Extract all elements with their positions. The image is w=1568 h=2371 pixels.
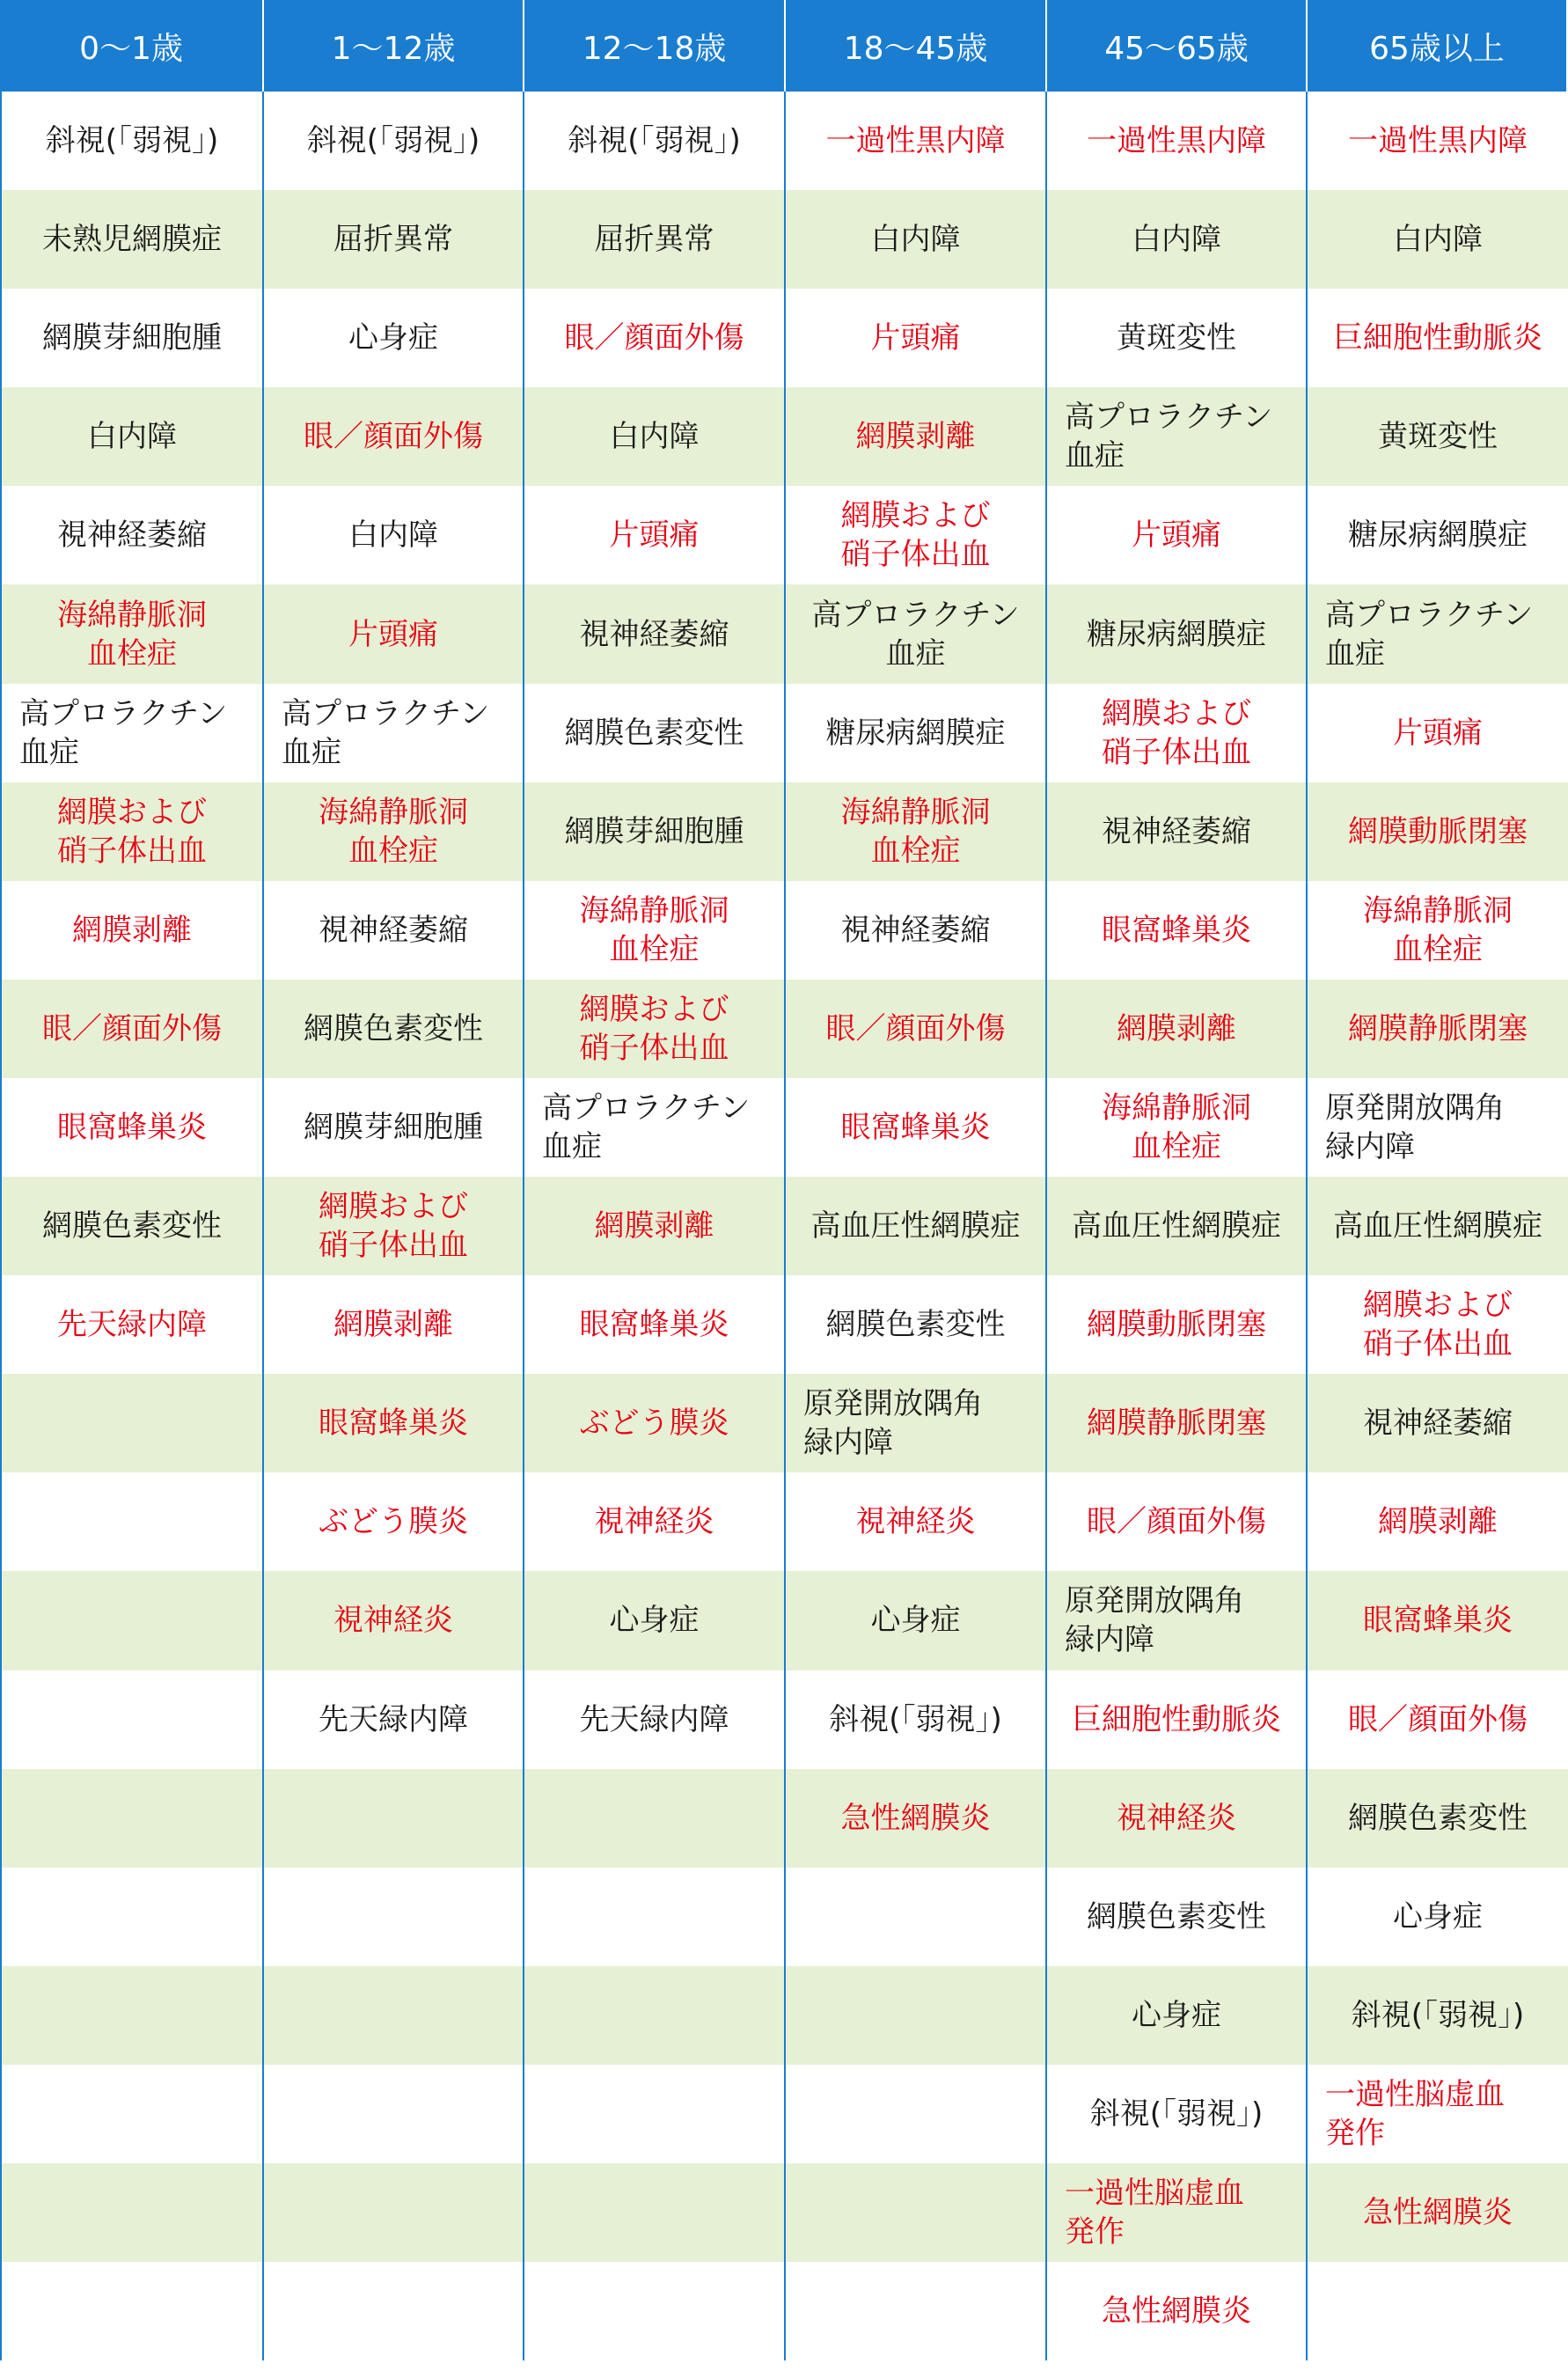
table-cell: 網膜色素変性 xyxy=(1308,1769,1568,1868)
table-cell: 原発開放隅角 緑内障 xyxy=(1308,1078,1568,1177)
table-cell: 高プロラクチン 血症 xyxy=(786,584,1047,683)
table-cell: 片頭痛 xyxy=(524,486,786,584)
table-cell: 斜視(「弱視」) xyxy=(786,1670,1047,1769)
table-cell: 一過性黒内障 xyxy=(786,92,1047,190)
table-cell: 海綿静脈洞 血栓症 xyxy=(264,782,524,881)
table-cell: 海綿静脈洞 血栓症 xyxy=(1308,881,1568,980)
table-cell xyxy=(524,2262,786,2360)
table-cell xyxy=(1308,2262,1568,2360)
table-cell: 網膜動脈閉塞 xyxy=(1308,782,1568,881)
table-cell: 斜視(「弱視」) xyxy=(0,92,264,190)
table-cell: 海綿静脈洞 血栓症 xyxy=(1047,1078,1308,1177)
table-cell: 糖尿病網膜症 xyxy=(1047,584,1308,683)
table-cell: 眼／顔面外傷 xyxy=(1047,1472,1308,1571)
table-cell: 片頭痛 xyxy=(1047,486,1308,584)
table-cell xyxy=(786,1868,1047,1966)
table-cell: 巨細胞性動脈炎 xyxy=(1047,1670,1308,1769)
table-cell xyxy=(524,1769,786,1868)
table-cell: 網膜色素変性 xyxy=(264,980,524,1078)
table-cell: 高プロラクチン 血症 xyxy=(264,684,524,782)
table-cell: 未熟児網膜症 xyxy=(0,190,264,289)
table-cell xyxy=(786,2065,1047,2163)
table-cell: 眼窩蜂巣炎 xyxy=(524,1275,786,1374)
table-cell xyxy=(264,1769,524,1868)
table-cell: 屈折異常 xyxy=(524,190,786,289)
table-cell: 原発開放隅角 緑内障 xyxy=(786,1374,1047,1472)
table-cell: 眼窩蜂巣炎 xyxy=(264,1374,524,1472)
table-cell xyxy=(0,1472,264,1571)
column-header: 45～65歳 xyxy=(1047,0,1308,92)
table-cell xyxy=(786,2163,1047,2262)
table-cell: 網膜および 硝子体出血 xyxy=(0,782,264,881)
table-cell: 高プロラクチン 血症 xyxy=(524,1078,786,1177)
table-cell: 斜視(「弱視」) xyxy=(264,92,524,190)
table-cell xyxy=(524,2065,786,2163)
table-cell xyxy=(786,1966,1047,2065)
table-cell: 網膜静脈閉塞 xyxy=(1047,1374,1308,1472)
table-cell: 網膜および 硝子体出血 xyxy=(264,1177,524,1275)
table-cell xyxy=(264,1868,524,1966)
table-cell: 網膜色素変性 xyxy=(786,1275,1047,1374)
table-cell: 網膜および 硝子体出血 xyxy=(786,486,1047,584)
table-cell: 白内障 xyxy=(0,387,264,486)
table-cell: 白内障 xyxy=(524,387,786,486)
table-cell xyxy=(264,1966,524,2065)
table-cell xyxy=(0,1769,264,1868)
table-cell: 白内障 xyxy=(264,486,524,584)
table-cell: 視神経萎縮 xyxy=(786,881,1047,980)
table-cell: 視神経萎縮 xyxy=(1047,782,1308,881)
table-cell: 網膜剥離 xyxy=(0,881,264,980)
table-cell: 一過性脳虚血 発作 xyxy=(1047,2163,1308,2262)
table-cell: 眼／顔面外傷 xyxy=(786,980,1047,1078)
table-cell: 心身症 xyxy=(786,1571,1047,1670)
table-cell: 眼／顔面外傷 xyxy=(524,289,786,387)
table-cell: 心身症 xyxy=(1047,1966,1308,2065)
table-cell xyxy=(264,2065,524,2163)
table-cell: 一過性黒内障 xyxy=(1308,92,1568,190)
table-cell: 網膜剥離 xyxy=(1047,980,1308,1078)
column-header: 0～1歳 xyxy=(0,0,264,92)
table-cell: 視神経炎 xyxy=(1047,1769,1308,1868)
table-cell xyxy=(264,2163,524,2262)
table-cell xyxy=(0,1670,264,1769)
table-cell: 黄斑変性 xyxy=(1047,289,1308,387)
table-cell xyxy=(786,2262,1047,2360)
table-cell: 白内障 xyxy=(1308,190,1568,289)
table-cell: 片頭痛 xyxy=(264,584,524,683)
table-cell: 巨細胞性動脈炎 xyxy=(1308,289,1568,387)
table-cell: 急性網膜炎 xyxy=(1047,2262,1308,2360)
table-cell: ぶどう膜炎 xyxy=(264,1472,524,1571)
table-cell: 高プロラクチン 血症 xyxy=(1308,584,1568,683)
table-cell: 一過性脳虚血 発作 xyxy=(1308,2065,1568,2163)
table-cell: ぶどう膜炎 xyxy=(524,1374,786,1472)
table-cell: 眼窩蜂巣炎 xyxy=(0,1078,264,1177)
table-cell: 心身症 xyxy=(524,1571,786,1670)
table-cell: 網膜および 硝子体出血 xyxy=(1308,1275,1568,1374)
table-cell: 眼窩蜂巣炎 xyxy=(1047,881,1308,980)
table-cell: 眼窩蜂巣炎 xyxy=(1308,1571,1568,1670)
table-cell: 視神経萎縮 xyxy=(0,486,264,584)
table-cell: 黄斑変性 xyxy=(1308,387,1568,486)
table-cell: 網膜芽細胞腫 xyxy=(524,782,786,881)
table-cell: 糖尿病網膜症 xyxy=(786,684,1047,782)
table-cell: 網膜剥離 xyxy=(1308,1472,1568,1571)
table-cell: 網膜動脈閉塞 xyxy=(1047,1275,1308,1374)
table-cell: 片頭痛 xyxy=(786,289,1047,387)
table-cell: 高プロラクチン 血症 xyxy=(0,684,264,782)
table-cell: 白内障 xyxy=(786,190,1047,289)
table-cell: 心身症 xyxy=(1308,1868,1568,1966)
table-cell: 網膜芽細胞腫 xyxy=(264,1078,524,1177)
table-cell xyxy=(0,2262,264,2360)
table-cell xyxy=(524,2163,786,2262)
table-cell: 視神経炎 xyxy=(264,1571,524,1670)
table-cell xyxy=(0,1374,264,1472)
table-cell: 海綿静脈洞 血栓症 xyxy=(524,881,786,980)
table-cell: 眼／顔面外傷 xyxy=(264,387,524,486)
column-header: 65歳以上 xyxy=(1308,0,1568,92)
table-cell: 眼窩蜂巣炎 xyxy=(786,1078,1047,1177)
column-header: 18～45歳 xyxy=(786,0,1047,92)
table-cell: 眼／顔面外傷 xyxy=(1308,1670,1568,1769)
table-cell: 視神経炎 xyxy=(524,1472,786,1571)
table-cell: 屈折異常 xyxy=(264,190,524,289)
table-cell: 視神経炎 xyxy=(786,1472,1047,1571)
table-cell: 視神経萎縮 xyxy=(264,881,524,980)
table-cell xyxy=(0,1868,264,1966)
table-cell: 海綿静脈洞 血栓症 xyxy=(0,584,264,683)
table-cell: 先天緑内障 xyxy=(264,1670,524,1769)
table-cell: 高血圧性網膜症 xyxy=(1047,1177,1308,1275)
table-cell: 網膜静脈閉塞 xyxy=(1308,980,1568,1078)
table-cell: 視神経萎縮 xyxy=(524,584,786,683)
table-cell: 高プロラクチン 血症 xyxy=(1047,387,1308,486)
table-cell: 高血圧性網膜症 xyxy=(1308,1177,1568,1275)
table-cell: 網膜芽細胞腫 xyxy=(0,289,264,387)
table-cell: 高血圧性網膜症 xyxy=(786,1177,1047,1275)
table-cell: 斜視(「弱視」) xyxy=(524,92,786,190)
table-cell xyxy=(0,1966,264,2065)
table-cell: 白内障 xyxy=(1047,190,1308,289)
column-header: 1～12歳 xyxy=(264,0,524,92)
table-cell xyxy=(0,1571,264,1670)
table-cell xyxy=(0,2163,264,2262)
table-cell: 網膜剥離 xyxy=(264,1275,524,1374)
table-cell xyxy=(524,1868,786,1966)
table-cell: 一過性黒内障 xyxy=(1047,92,1308,190)
table-cell: 海綿静脈洞 血栓症 xyxy=(786,782,1047,881)
table-cell: 網膜色素変性 xyxy=(1047,1868,1308,1966)
table-cell: 心身症 xyxy=(264,289,524,387)
table-cell: 網膜剥離 xyxy=(524,1177,786,1275)
table-cell: 眼／顔面外傷 xyxy=(0,980,264,1078)
table-cell: 網膜および 硝子体出血 xyxy=(1047,684,1308,782)
table-cell xyxy=(0,2065,264,2163)
table-cell: 先天緑内障 xyxy=(524,1670,786,1769)
table-cell: 急性網膜炎 xyxy=(1308,2163,1568,2262)
table-cell: 視神経萎縮 xyxy=(1308,1374,1568,1472)
table-cell: 網膜色素変性 xyxy=(0,1177,264,1275)
table-cell: 網膜色素変性 xyxy=(524,684,786,782)
table-cell: 急性網膜炎 xyxy=(786,1769,1047,1868)
table-cell: 網膜剥離 xyxy=(786,387,1047,486)
table-cell: 先天緑内障 xyxy=(0,1275,264,1374)
table-cell: 斜視(「弱視」) xyxy=(1308,1966,1568,2065)
table-cell xyxy=(264,2262,524,2360)
table-cell: 糖尿病網膜症 xyxy=(1308,486,1568,584)
column-header: 12～18歳 xyxy=(524,0,786,92)
table-cell: 片頭痛 xyxy=(1308,684,1568,782)
table-cell: 網膜および 硝子体出血 xyxy=(524,980,786,1078)
table-cell xyxy=(524,1966,786,2065)
table-cell: 斜視(「弱視」) xyxy=(1047,2065,1308,2163)
table-cell: 原発開放隅角 緑内障 xyxy=(1047,1571,1308,1670)
